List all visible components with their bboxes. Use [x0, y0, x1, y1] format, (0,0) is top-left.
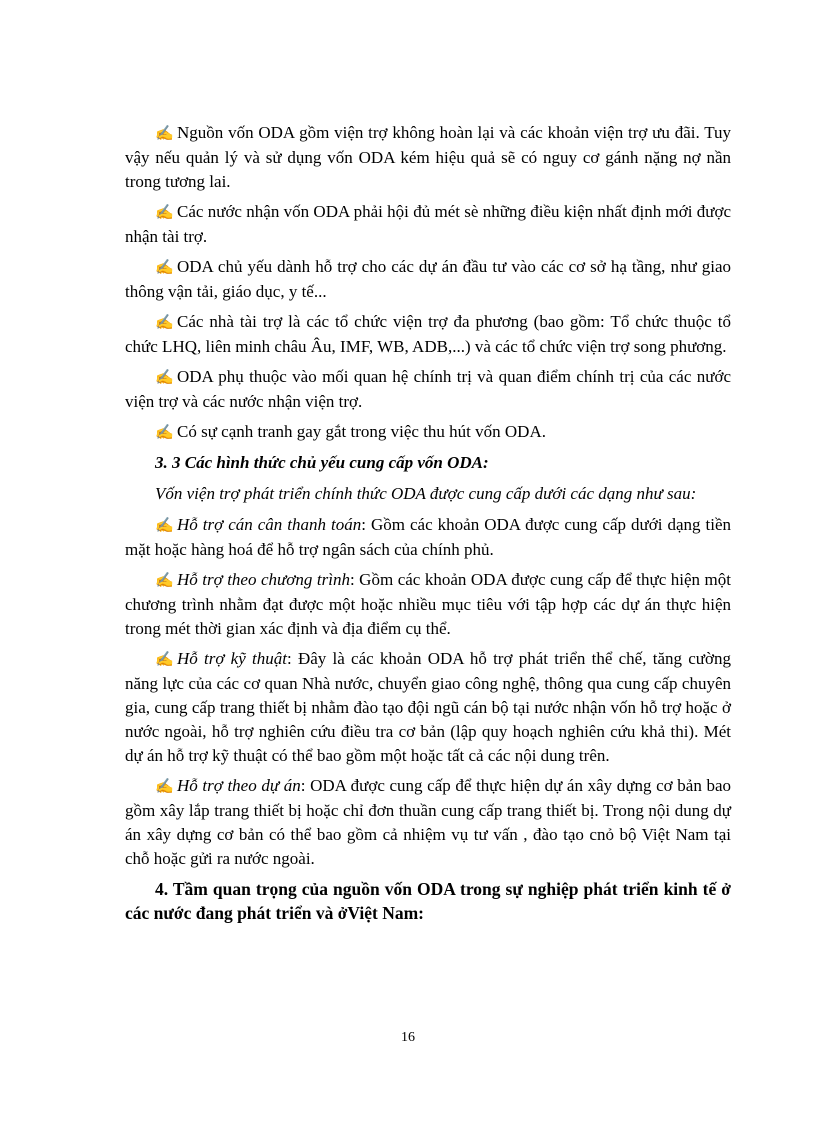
section-lead-text: Vốn viện trợ phát triển chính thức ODA được cung cấp dưới các dạng như sau:: [155, 484, 697, 503]
form-term: Hỗ trợ cán cân thanh toán: [177, 515, 362, 534]
pen-bullet-icon: ✍: [155, 652, 174, 668]
form-term: Hỗ trợ theo dự án: [177, 776, 301, 795]
bullet-paragraph-politics: ✍ ODA phụ thuộc vào mối quan hệ chính trị và quan điểm chính trị của các nước viện trợ và các nước nhận viện trợ.: [125, 367, 731, 411]
form-term: Hỗ trợ theo chương trình: [177, 570, 350, 589]
pen-bullet-icon: ✍: [155, 370, 174, 386]
page-number: 16: [401, 1030, 415, 1045]
form-term: Hỗ trợ kỹ thuật: [177, 649, 287, 668]
form-item-technical: ✍ Hỗ trợ kỹ thuật: Đây là các khoản ODA hỗ trợ phát triển thể chế, tăng cường năng lực của các cơ quan Nhà nước, chuyển giao công nghệ, thông qua cung cấp chuyên gia, cung cấp trang thiết bị nhằm đào tạo đội ngũ cán bộ tại nước nhận vốn hỗ trợ hoặc ở nước ngoài, hỗ trợ nghiên cứu điều tra cơ bản (lập quy hoạch nghiên cứu khả thi). Mét dự án hỗ trợ kỹ thuật có thể bao gồm một hoặc tất cả các nội dung trên.: [125, 649, 731, 765]
pen-bullet-icon: ✍: [155, 315, 174, 331]
form-item-program: ✍ Hỗ trợ theo chương trình: Gồm các khoản ODA được cung cấp để thực hiện một chương trình nhằm đạt được một hoặc nhiều mục tiêu với tập hợp các dự án thực hiện trong mét thời gian xác định và địa điểm cụ thể.: [125, 570, 731, 638]
bullet-paragraph-oda-sources: ✍ Nguồn vốn ODA gồm viện trợ không hoàn lại và các khoản viện trợ ưu đãi. Tuy vậy nếu quản lý và sử dụng vốn ODA kém hiệu quả sẽ có nguy cơ gánh nặng nợ nần trong tương lai.: [125, 123, 731, 191]
pen-bullet-icon: ✍: [155, 260, 174, 276]
form-item-project: ✍ Hỗ trợ theo dự án: ODA được cung cấp để thực hiện dự án xây dựng cơ bản bao gồm xây lắp trang thiết bị hoặc chỉ đơn thuần cung cấp trang thiết bị. Trong nội dung dự án xây dựng cơ bản có thể bao gồm cả nhiệm vụ tư vấn , đào tạo cnỏ bộ Việt Nam tại chỗ hoặc gửi ra nước ngoài.: [125, 776, 731, 868]
bullet-paragraph-conditions: ✍ Các nước nhận vốn ODA phải hội đủ mét sè những điều kiện nhất định mới được nhận tài trợ.: [125, 202, 731, 246]
pen-bullet-icon: ✍: [155, 779, 174, 795]
page-body: [125, 121, 731, 925]
section-heading-3-3: 3. 3 Các hình thức chủ yếu cung cấp vốn ODA:: [155, 453, 489, 472]
pen-bullet-icon: ✍: [155, 425, 174, 441]
bullet-paragraph-competition: ✍ Có sự cạnh tranh gay gắt trong việc thu hút vốn ODA.: [125, 420, 731, 445]
pen-bullet-icon: ✍: [155, 126, 174, 142]
pen-bullet-icon: ✍: [155, 205, 174, 221]
pen-bullet-icon: ✍: [155, 518, 174, 534]
section-heading-4: 4. Tầm quan trọng của nguồn vốn ODA trong sự nghiệp phát triển kinh tế ở các nước đang phát triển và ởViệt Nam:: [125, 879, 731, 923]
bullet-paragraph-infrastructure: ✍ ODA chủ yếu dành hỗ trợ cho các dự án đầu tư vào các cơ sở hạ tầng, như giao thông vận tải, giáo dục, y tế...: [125, 257, 731, 301]
pen-bullet-icon: ✍: [155, 573, 174, 589]
bullet-paragraph-donors: ✍ Các nhà tài trợ là các tổ chức viện trợ đa phương (bao gồm: Tổ chức thuộc tổ chức LHQ, liên minh châu Âu, IMF, WB, ADB,...) và các tổ chức viện trợ song phương.: [125, 312, 731, 356]
form-item-balance-of-payments: ✍ Hỗ trợ cán cân thanh toán: Gồm các khoản ODA được cung cấp dưới dạng tiền mặt hoặc hàng hoá để hỗ trợ ngân sách của chính phủ.: [125, 515, 731, 559]
